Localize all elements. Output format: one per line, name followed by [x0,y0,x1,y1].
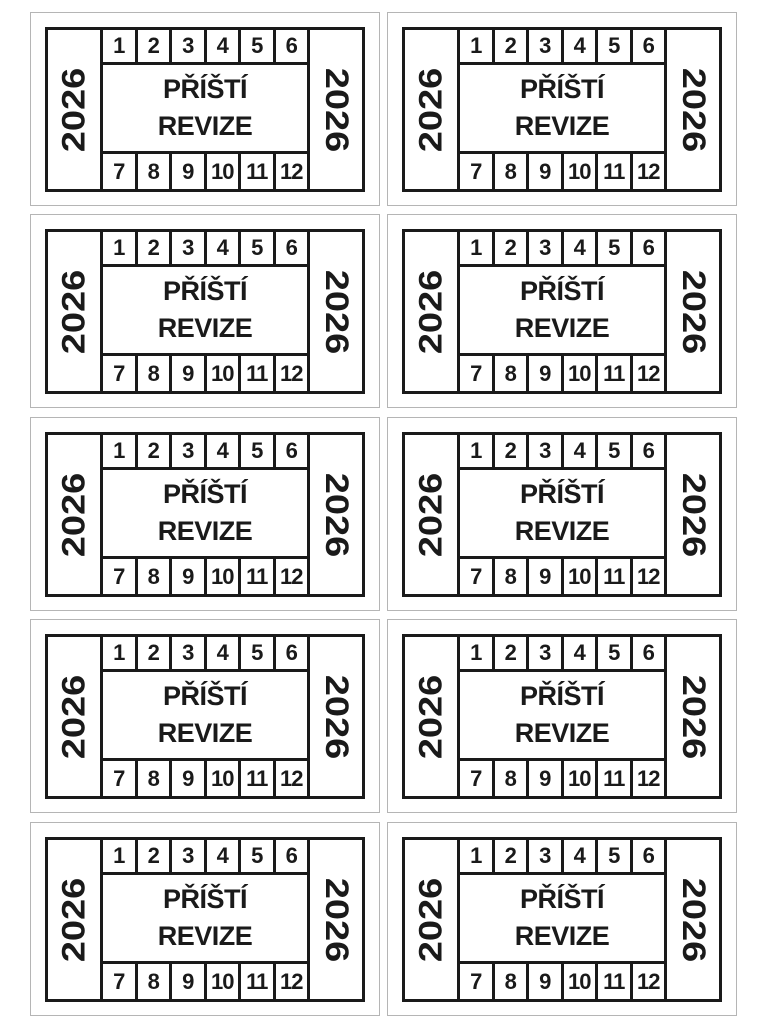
month-cell: 11 [598,964,633,999]
month-cell: 12 [637,968,660,994]
year-right-text: 2026 [675,472,711,557]
year-right [310,435,362,594]
month-cell: 3 [529,840,564,872]
month-cell: 1 [460,637,495,669]
sticker-label-frame [402,27,722,192]
month-cell: 2 [138,435,173,467]
revision-sticker [387,214,737,408]
title-line-2: REVIZE [157,921,253,951]
month-cell: 11 [241,761,276,796]
month-cell: 10 [207,964,242,999]
year-left [48,435,100,594]
month-cell: 8 [138,559,173,594]
month-cell: 10 [207,154,242,189]
month-cell: 6 [642,438,654,463]
title-line-2: REVIZE [514,718,610,748]
month-cell: 8 [138,761,173,796]
sticker-center [457,634,667,799]
sticker-title [103,65,307,151]
month-cell: 9 [529,154,564,189]
month-cell: 2 [495,232,530,264]
month-cell: 2 [138,232,173,264]
month-cell: 5 [241,840,276,872]
month-cell: 8 [495,559,530,594]
month-row-bottom [103,151,307,192]
year-right-text: 2026 [675,269,711,354]
month-cell: 6 [642,640,654,665]
revision-sticker [30,12,380,206]
sticker-title [460,875,664,961]
title-line-2: REVIZE [157,718,253,748]
month-cell: 4 [564,637,599,669]
year-right [310,30,362,189]
month-cell: 6 [285,235,297,260]
month-cell: 6 [642,235,654,260]
month-cell: 6 [285,438,297,463]
title-line-2: REVIZE [514,921,610,951]
year-left-text: 2026 [56,67,92,152]
month-row-top [460,27,664,65]
year-right-text: 2026 [318,877,354,962]
month-cell: 1 [460,840,495,872]
month-cell: 11 [241,559,276,594]
month-cell: 2 [495,840,530,872]
year-left-text: 2026 [413,877,449,962]
year-left [405,435,457,594]
title-line-1: PŘÍŠTÍ [519,681,604,711]
month-row-bottom [103,556,307,597]
month-cell: 7 [460,964,495,999]
month-cell: 8 [495,154,530,189]
month-cell: 12 [280,968,303,994]
year-left-text: 2026 [56,269,92,354]
year-right [667,30,719,189]
sticker-title [460,267,664,353]
sticker-label-frame [402,432,722,597]
month-cell: 7 [103,761,138,796]
month-cell: 6 [285,843,297,868]
sticker-center [457,432,667,597]
sticker-center [457,229,667,394]
month-cell: 7 [460,559,495,594]
sticker-label-frame [45,229,365,394]
month-cell: 11 [598,559,633,594]
month-cell: 2 [138,840,173,872]
year-right-text: 2026 [318,67,354,152]
month-cell: 5 [241,30,276,62]
month-cell: 5 [598,840,633,872]
month-cell: 4 [207,840,242,872]
revision-sticker [30,822,380,1016]
month-cell: 11 [241,356,276,391]
month-cell: 9 [172,154,207,189]
year-left [405,232,457,391]
title-line-2: REVIZE [157,516,253,546]
month-cell: 1 [460,30,495,62]
month-cell: 3 [529,637,564,669]
month-cell: 4 [207,637,242,669]
sticker-center [100,837,310,1002]
month-cell: 1 [103,840,138,872]
month-cell: 12 [280,563,303,589]
month-cell: 12 [280,765,303,791]
month-cell: 8 [138,356,173,391]
year-right-text: 2026 [675,67,711,152]
revision-sticker [387,417,737,611]
month-cell: 3 [529,232,564,264]
year-right-text: 2026 [318,269,354,354]
sticker-label-frame [402,837,722,1002]
month-cell: 7 [460,154,495,189]
month-cell: 12 [280,360,303,386]
month-cell: 3 [172,232,207,264]
month-cell: 8 [495,761,530,796]
month-cell: 4 [564,840,599,872]
month-cell: 7 [103,356,138,391]
month-cell: 5 [598,30,633,62]
month-cell: 5 [598,637,633,669]
month-cell: 1 [103,435,138,467]
sticker-title [103,875,307,961]
month-cell: 3 [529,435,564,467]
title-line-2: REVIZE [157,111,253,141]
sticker-title [103,470,307,556]
year-left [48,637,100,796]
month-cell: 9 [529,356,564,391]
sticker-title [103,672,307,758]
month-cell: 10 [564,356,599,391]
sticker-center [100,229,310,394]
month-cell: 8 [495,356,530,391]
year-left-text: 2026 [56,877,92,962]
month-cell: 11 [241,964,276,999]
month-cell: 4 [207,232,242,264]
month-cell: 7 [460,356,495,391]
year-right [310,840,362,999]
year-left [405,637,457,796]
revision-sticker [30,619,380,813]
year-left [48,232,100,391]
year-right-text: 2026 [675,877,711,962]
month-cell: 1 [103,232,138,264]
revision-sticker [387,619,737,813]
month-cell: 7 [460,761,495,796]
month-cell: 9 [172,559,207,594]
month-cell: 9 [529,761,564,796]
month-cell: 3 [172,30,207,62]
month-row-bottom [460,151,664,192]
month-cell: 5 [598,435,633,467]
month-cell: 4 [207,30,242,62]
month-cell: 12 [637,158,660,184]
title-line-1: PŘÍŠTÍ [519,884,604,914]
month-cell: 6 [642,843,654,868]
year-left-text: 2026 [56,674,92,759]
month-cell: 8 [138,964,173,999]
title-line-1: PŘÍŠTÍ [162,681,247,711]
year-right [667,435,719,594]
title-line-1: PŘÍŠTÍ [519,276,604,306]
month-row-top [460,229,664,267]
month-cell: 11 [598,761,633,796]
sticker-label-frame [45,27,365,192]
month-cell: 9 [172,964,207,999]
title-line-2: REVIZE [514,313,610,343]
year-right [667,840,719,999]
month-cell: 10 [207,761,242,796]
month-cell: 9 [172,761,207,796]
sticker-center [100,634,310,799]
year-left-text: 2026 [413,674,449,759]
month-cell: 11 [241,154,276,189]
month-cell: 4 [564,435,599,467]
sticker-center [100,432,310,597]
month-row-top [103,229,307,267]
title-line-1: PŘÍŠTÍ [519,479,604,509]
month-cell: 12 [637,360,660,386]
sticker-title [460,65,664,151]
month-cell: 2 [495,435,530,467]
month-cell: 6 [285,640,297,665]
month-row-top [103,27,307,65]
month-cell: 5 [241,637,276,669]
title-line-1: PŘÍŠTÍ [162,884,247,914]
month-cell: 2 [495,637,530,669]
month-row-top [460,837,664,875]
month-cell: 7 [103,559,138,594]
month-cell: 12 [637,563,660,589]
year-right [667,637,719,796]
month-cell: 11 [598,154,633,189]
month-row-bottom [460,556,664,597]
month-row-bottom [103,353,307,394]
revision-sticker [387,822,737,1016]
title-line-1: PŘÍŠTÍ [519,74,604,104]
sticker-title [103,267,307,353]
month-cell: 2 [138,30,173,62]
revision-sticker [30,214,380,408]
title-line-1: PŘÍŠTÍ [162,276,247,306]
year-left-text: 2026 [413,269,449,354]
year-left [48,840,100,999]
month-cell: 1 [460,232,495,264]
year-left [405,30,457,189]
month-row-bottom [460,353,664,394]
month-cell: 1 [103,30,138,62]
month-cell: 7 [103,964,138,999]
month-cell: 8 [138,154,173,189]
month-cell: 7 [103,154,138,189]
sticker-label-frame [402,634,722,799]
month-cell: 10 [207,559,242,594]
month-cell: 11 [598,356,633,391]
year-left-text: 2026 [413,67,449,152]
month-cell: 12 [637,765,660,791]
sticker-title [460,672,664,758]
month-cell: 8 [495,964,530,999]
month-cell: 6 [642,33,654,58]
month-cell: 2 [138,637,173,669]
month-cell: 1 [103,637,138,669]
month-cell: 6 [285,33,297,58]
month-cell: 5 [241,435,276,467]
sticker-center [457,837,667,1002]
title-line-2: REVIZE [514,516,610,546]
month-cell: 2 [495,30,530,62]
year-left [405,840,457,999]
month-row-top [103,837,307,875]
year-right-text: 2026 [318,674,354,759]
sticker-label-frame [402,229,722,394]
year-right-text: 2026 [318,472,354,557]
year-left-text: 2026 [56,472,92,557]
month-row-bottom [460,961,664,1002]
revision-sticker [387,12,737,206]
month-cell: 10 [564,154,599,189]
title-line-2: REVIZE [157,313,253,343]
year-left-text: 2026 [413,472,449,557]
title-line-1: PŘÍŠTÍ [162,479,247,509]
title-line-1: PŘÍŠTÍ [162,74,247,104]
sticker-label-frame [45,837,365,1002]
month-cell: 12 [280,158,303,184]
title-line-2: REVIZE [514,111,610,141]
sticker-label-frame [45,634,365,799]
year-right [310,232,362,391]
month-cell: 10 [564,964,599,999]
month-cell: 5 [598,232,633,264]
month-cell: 3 [172,840,207,872]
month-cell: 10 [564,761,599,796]
month-row-top [460,634,664,672]
month-row-top [460,432,664,470]
sticker-center [100,27,310,192]
sticker-label-frame [45,432,365,597]
month-row-top [103,634,307,672]
month-cell: 9 [529,559,564,594]
month-row-bottom [103,758,307,799]
month-row-bottom [103,961,307,1002]
sticker-title [460,470,664,556]
year-left [48,30,100,189]
month-cell: 4 [564,30,599,62]
month-cell: 10 [207,356,242,391]
month-cell: 4 [564,232,599,264]
month-cell: 5 [241,232,276,264]
month-cell: 1 [460,435,495,467]
month-cell: 3 [172,637,207,669]
month-row-top [103,432,307,470]
year-right-text: 2026 [675,674,711,759]
month-cell: 9 [529,964,564,999]
sticker-center [457,27,667,192]
month-cell: 9 [172,356,207,391]
month-cell: 4 [207,435,242,467]
revision-sticker [30,417,380,611]
year-right [667,232,719,391]
month-cell: 10 [564,559,599,594]
year-right [310,637,362,796]
month-row-bottom [460,758,664,799]
month-cell: 3 [529,30,564,62]
month-cell: 3 [172,435,207,467]
